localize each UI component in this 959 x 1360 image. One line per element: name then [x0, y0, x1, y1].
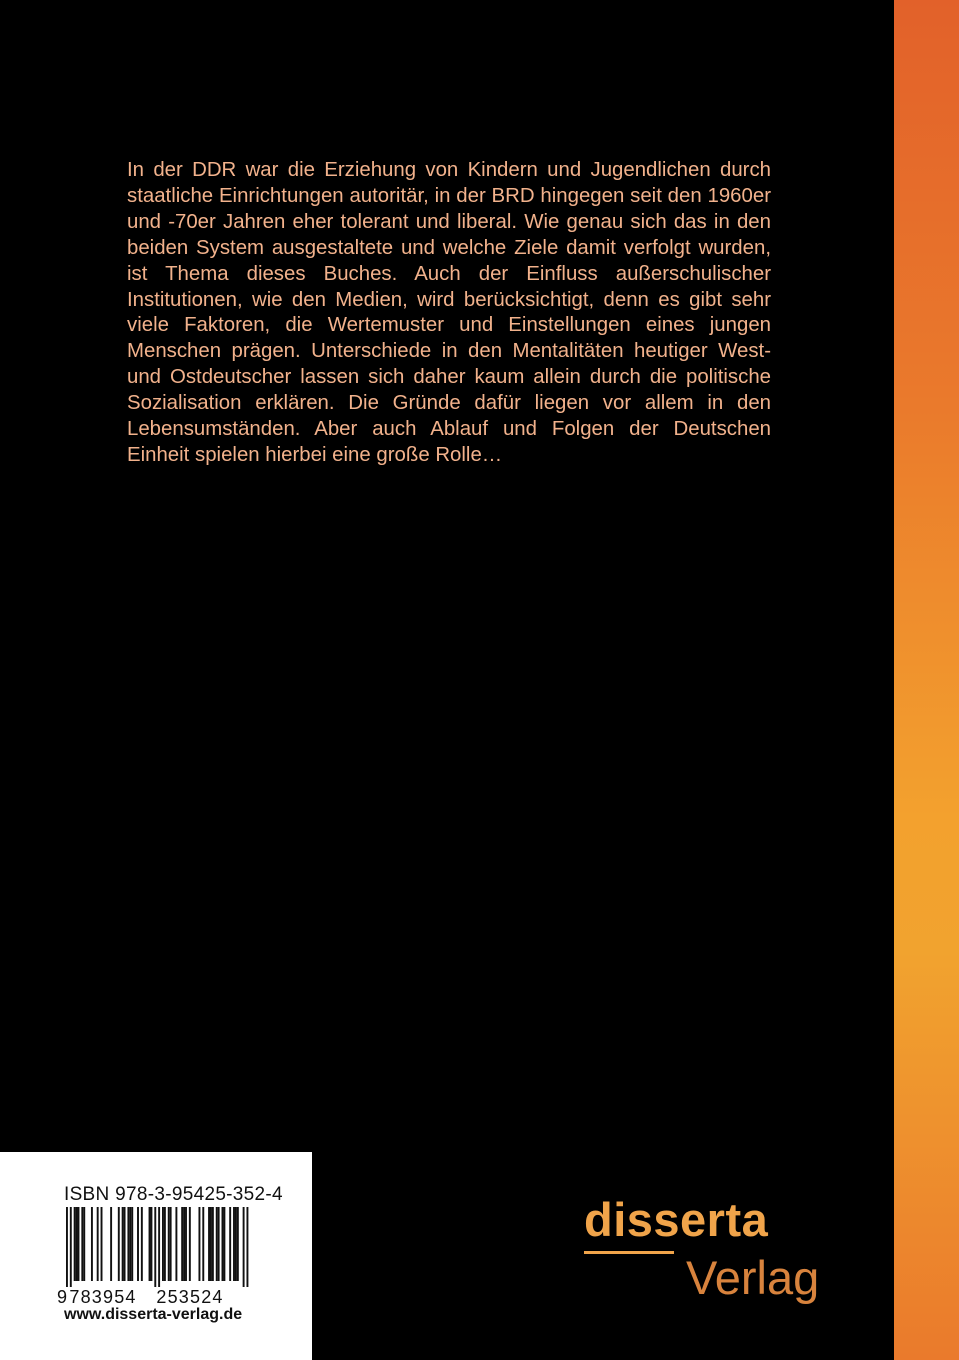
barcode-bar [202, 1207, 204, 1281]
barcode-bar [118, 1207, 120, 1281]
barcode-bar [189, 1207, 191, 1281]
barcode-bar [141, 1207, 143, 1281]
barcode-bar [168, 1207, 170, 1281]
barcode-bar [81, 1207, 83, 1281]
barcode-bar [131, 1207, 133, 1281]
barcode-bar [127, 1207, 129, 1281]
barcode-bar [235, 1207, 237, 1281]
barcode-bar [223, 1207, 225, 1281]
barcode-bar [101, 1207, 103, 1281]
barcode-first-digit: 9 [57, 1287, 68, 1307]
publisher-website: www.disserta-verlag.de [64, 1306, 243, 1323]
barcode-bar [218, 1207, 220, 1281]
barcode-bar [216, 1207, 218, 1281]
barcode-bar [198, 1207, 200, 1281]
barcode-bar [149, 1207, 151, 1281]
barcode-bar [110, 1207, 112, 1281]
spine-stripe [894, 0, 959, 1360]
publisher-logo-disserta: disserta [584, 1193, 769, 1246]
barcode-bar [70, 1207, 72, 1287]
barcode-bar [181, 1207, 183, 1281]
barcode-bar [91, 1207, 93, 1281]
barcode-bar [175, 1207, 177, 1281]
barcode-bar [243, 1207, 245, 1287]
barcode-bar [66, 1207, 68, 1287]
barcode-bar [185, 1207, 187, 1281]
barcode-bar [76, 1207, 78, 1281]
barcode-bar [170, 1207, 172, 1281]
barcode-bar [74, 1207, 76, 1281]
barcode-bar [137, 1207, 139, 1281]
barcode-bar [97, 1207, 99, 1281]
barcode-bar [237, 1207, 239, 1281]
barcode-bar [150, 1207, 152, 1281]
barcode-bar [233, 1207, 235, 1281]
barcode-bar [158, 1207, 160, 1287]
barcode-bar [129, 1207, 131, 1281]
blurb-text: In der DDR war die Erziehung von Kindern und Jugendlichen durch staatliche Einrichtungen autoritär, in der BRD hingegen seit den 1960er und -70er Jahren eher tolerant und liberal. Wie genau sich das in den beiden System ausgestaltete und welche Ziele damit verfolgt wurden, ist Thema dieses Buches. Auch der Einfluss außerschulischer Institutionen, wie den Medien, wird berücksichtigt, denn es gibt sehr viele Faktoren, die Wertemuster und Einstellungen eines jungen Menschen prägen. Unterschiede in den Mentalitäten heutiger West- und Ostdeutscher lassen sich daher kaum allein durch die politische Sozialisation erklären. Die Gründe dafür liegen vor allem in den Lebensumständen. Aber auch Ablauf und Folgen der Deutschen Einheit spielen hierbei eine große Rolle… [127, 159, 771, 466]
barcode-bar [246, 1207, 248, 1287]
barcode-bar [222, 1207, 224, 1281]
barcode-bar [212, 1207, 214, 1281]
barcode-bar [122, 1207, 124, 1281]
barcode-bar [164, 1207, 166, 1281]
barcode-bar [124, 1207, 126, 1281]
ean13-barcode [57, 1207, 252, 1307]
barcode-bar [78, 1207, 80, 1281]
barcode-left-digits: 783954 [69, 1287, 137, 1307]
barcode-bar [162, 1207, 164, 1281]
publisher-logo-verlag: Verlag [686, 1251, 820, 1304]
isbn-label: ISBN 978-3-95425-352-4 [64, 1184, 283, 1205]
barcode-right-digits: 253524 [156, 1287, 224, 1307]
barcode-bar [208, 1207, 210, 1281]
barcode-bar [229, 1207, 231, 1281]
logo-divider-rule [584, 1251, 674, 1254]
barcode-bar [154, 1207, 156, 1287]
barcode-bar [210, 1207, 212, 1281]
barcode-bar [83, 1207, 85, 1281]
barcode-bar [183, 1207, 185, 1281]
